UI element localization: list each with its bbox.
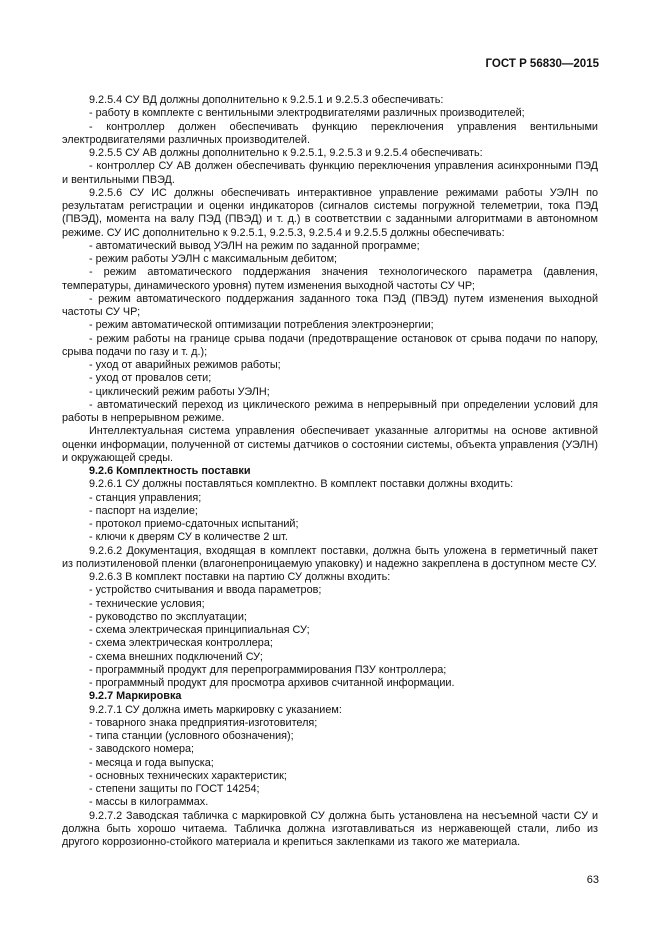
paragraph: 9.2.6.3 В комплект поставки на партию СУ должны входить:	[89, 571, 391, 583]
paragraph: 9.2.6.1 СУ должны поставляться комплектно. В комплект поставки должны входить:	[89, 478, 514, 491]
list-item: - основных технических характеристик;	[89, 769, 287, 782]
list-item: - контроллер СУ АВ должен обеспечивать функцию переключения управления асинхронными ПЭД и вентильными ПВЭД.	[62, 160, 598, 186]
list-item: - ключи к дверям СУ в количестве 2 шт.	[89, 531, 288, 544]
list-item: - схема электрическая принципиальная СУ;	[89, 624, 310, 636]
section-heading: 9.2.6 Комплектность поставки	[89, 465, 251, 477]
paragraph: Интеллектуальная система управления обеспечивает указанные алгоритмы на основе активной оценки информации, полученной от системы датчиков о состоянии системы, объекта управления (УЭЛН) и окружающей среды.	[62, 425, 598, 464]
list-item: - протокол приемо-сдаточных испытаний;	[89, 518, 299, 530]
document-header-id: ГОСТ Р 56830—2015	[485, 58, 599, 70]
section-heading: 9.2.7 Маркировка	[89, 690, 182, 703]
list-item: - степени защиты по ГОСТ 14254;	[89, 783, 260, 795]
list-item: - типа станции (условного обозначения);	[89, 730, 294, 742]
list-item: - схема электрическая контроллера;	[89, 637, 273, 650]
list-item: - программный продукт для перепрограммирования ПЗУ контроллера;	[89, 663, 447, 676]
paragraph: 9.2.6.2 Документация, входящая в комплект поставки, должна быть уложена в герметичный пакет из полиэтиленовой пленки (влагонепроницаемую упаковку) и надежно закреплена в доступном месте СУ.	[62, 544, 598, 570]
list-item: - устройство считывания и ввода параметров;	[89, 584, 322, 597]
paragraph: 9.2.5.6 СУ ИС должны обеспечивать интерактивное управление режимами работы УЭЛН по результатам регистрации и оценки индикаторов (сигналов системы погружной телеметрии, тока ПЭД (ПВЭД), момента на валу ПЭД (ПВЭД) и т. д.) в соответствии с заданными алгоритмами в автономном режиме. СУ ИС дополнительно к 9.2.5.1, 9.2.5.3, 9.2.5.4 и 9.2.5.5 должны обеспечивать:	[62, 186, 598, 239]
list-item: - режим автоматической оптимизации потребления электроэнергии;	[89, 319, 434, 332]
list-item: - режим автоматического поддержания значения технологического параметра (давления, температуры, динамического уровня) путем изменения выходной частоты СУ ЧР;	[62, 266, 598, 292]
list-item: - схема внешних подключений СУ;	[89, 650, 263, 663]
list-item: - работу в комплекте с вентильными электродвигателями различных производителей;	[89, 107, 525, 120]
list-item: - массы в килограммах.	[89, 796, 209, 809]
paragraph: 9.2.5.4 СУ ВД должны дополнительно к 9.2.5.1 и 9.2.5.3 обеспечивать:	[89, 94, 444, 106]
list-item: - контроллер должен обеспечивать функцию переключения управления вентильными электродвигателями различных производителей.	[62, 120, 598, 146]
document-body	[62, 94, 598, 849]
list-item: - режим автоматического поддержания заданного тока ПЭД (ПВЭД) путем изменения выходной частоты СУ ЧР;	[62, 292, 598, 318]
list-item: - месяца и года выпуска;	[89, 756, 214, 769]
list-item: - уход от аварийных режимов работы;	[89, 359, 281, 371]
list-item: - товарного знака предприятия-изготовителя;	[89, 716, 318, 729]
list-item: - уход от провалов сети;	[89, 372, 212, 385]
list-item: - автоматический переход из циклического режима в непрерывный при определении условий для работы в непрерывном режиме.	[62, 398, 598, 424]
list-item: - режим работы УЭЛН с максимальным дебитом;	[89, 253, 338, 265]
page-number: 63	[586, 874, 599, 886]
list-item: - режим работы на границе срыва подачи (предотвращение остановок от срыва подачи по напору, срыва подачи по газу и т. д.);	[62, 332, 598, 358]
list-item: - технические условия;	[89, 597, 205, 610]
list-item: - циклический режим работы УЭЛН;	[89, 385, 270, 398]
list-item: - автоматический вывод УЭЛН на режим по заданной программе;	[89, 239, 420, 252]
list-item: - станция управления;	[89, 491, 202, 504]
list-item: - заводского номера;	[89, 743, 195, 756]
list-item: - паспорт на изделие;	[89, 504, 198, 517]
list-item: - программный продукт для просмотра архивов считанной информации.	[89, 677, 455, 689]
paragraph: 9.2.7.2 Заводская табличка с маркировкой СУ должна быть установлена на несъемной части СУ и должна быть хорошо читаема. Табличка должна изготавливаться из нержавеющей стали, либо из другого коррозионно-стойкого материала и крепиться заклепками из такого же материала.	[62, 809, 598, 848]
paragraph: 9.2.5.5 СУ АВ должны дополнительно к 9.2.5.1, 9.2.5.3 и 9.2.5.4 обеспечивать:	[89, 147, 483, 159]
list-item: - руководство по эксплуатации;	[89, 610, 247, 623]
paragraph: 9.2.7.1 СУ должна иметь маркировку с указанием:	[89, 703, 342, 716]
